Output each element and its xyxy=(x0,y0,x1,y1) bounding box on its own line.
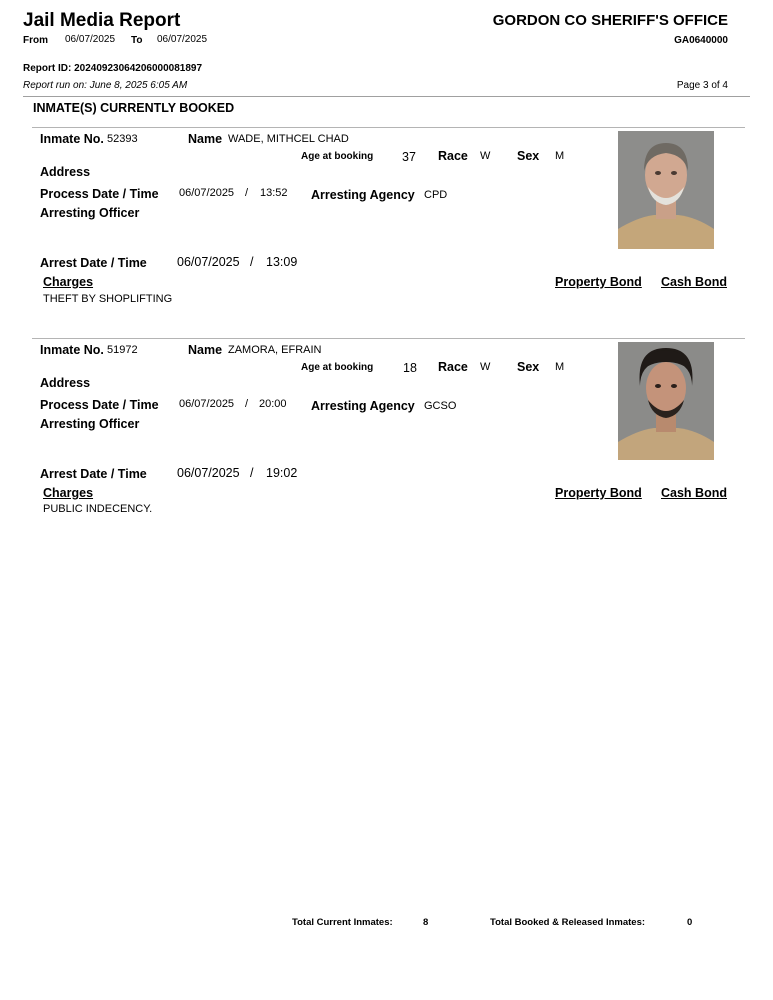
cash-bond-label: Cash Bond xyxy=(661,486,727,500)
inmate-name: ZAMORA, EFRAIN xyxy=(228,344,322,356)
process-time: 20:00 xyxy=(259,398,287,410)
charge-item: THEFT BY SHOPLIFTING xyxy=(43,293,173,305)
mugshot-photo xyxy=(618,342,714,460)
mugshot-photo xyxy=(618,131,714,249)
arresting-officer-label: Arresting Officer xyxy=(40,417,140,431)
total-released-label: Total Booked & Released Inmates: xyxy=(490,917,646,928)
age-label: Age at booking xyxy=(301,362,374,373)
process-date: 06/07/2025 xyxy=(179,187,235,199)
from-date: 06/07/2025 xyxy=(65,34,116,45)
age-value: 37 xyxy=(402,150,416,164)
arrest-date: 06/07/2025 xyxy=(177,466,240,480)
race-label: Race xyxy=(438,360,468,374)
report-title: Jail Media Report xyxy=(23,10,181,31)
section-divider xyxy=(32,127,745,128)
sex-value: M xyxy=(555,361,565,373)
arrest-time: 19:02 xyxy=(266,466,298,480)
property-bond-label: Property Bond xyxy=(555,275,642,289)
arresting-agency-label: Arresting Agency xyxy=(311,188,415,202)
race-value: W xyxy=(480,361,491,373)
race-value: W xyxy=(480,150,491,162)
arrest-slash: / xyxy=(250,255,254,269)
charges-label: Charges xyxy=(43,275,94,289)
arresting-officer-label: Arresting Officer xyxy=(40,206,140,220)
cash-bond-label: Cash Bond xyxy=(661,275,727,289)
sex-label: Sex xyxy=(517,149,540,163)
to-label: To xyxy=(131,35,143,46)
process-slash: / xyxy=(245,398,249,410)
arresting-agency-label: Arresting Agency xyxy=(311,399,415,413)
agency-code: GA0640000 xyxy=(674,35,728,46)
process-label: Process Date / Time xyxy=(40,187,159,201)
arresting-agency: CPD xyxy=(424,189,448,201)
total-current-label: Total Current Inmates: xyxy=(292,917,393,928)
inmate-name: WADE, MITHCEL CHAD xyxy=(228,133,349,145)
arrest-label: Arrest Date / Time xyxy=(40,256,147,270)
inmate-no: 52393 xyxy=(107,133,138,145)
process-time: 13:52 xyxy=(260,187,288,199)
to-date: 06/07/2025 xyxy=(157,34,208,45)
address-label: Address xyxy=(40,376,91,390)
property-bond-label: Property Bond xyxy=(555,486,642,500)
age-label: Age at booking xyxy=(301,151,374,162)
agency-name: GORDON CO SHERIFF'S OFFICE xyxy=(492,12,728,29)
inmate-no-label: Inmate No. xyxy=(40,343,104,357)
name-label: Name xyxy=(188,132,223,146)
process-slash: / xyxy=(245,187,249,199)
race-label: Race xyxy=(438,149,468,163)
record-divider xyxy=(32,338,745,339)
sex-value: M xyxy=(555,150,565,162)
arrest-label: Arrest Date / Time xyxy=(40,467,147,481)
charges-label: Charges xyxy=(43,486,94,500)
report-run-on: Report run on: June 8, 2025 6:05 AM xyxy=(23,80,188,91)
sex-label: Sex xyxy=(517,360,540,374)
address-label: Address xyxy=(40,165,91,179)
section-title: INMATE(S) CURRENTLY BOOKED xyxy=(33,101,235,115)
report-id: Report ID: 20240923064206000081897 xyxy=(23,63,203,74)
total-current-value: 8 xyxy=(423,917,429,928)
inmate-no: 51972 xyxy=(107,344,138,356)
arrest-slash: / xyxy=(250,466,254,480)
process-date: 06/07/2025 xyxy=(179,398,235,410)
from-label: From xyxy=(23,35,48,46)
charge-item: PUBLIC INDECENCY. xyxy=(43,503,153,515)
arrest-time: 13:09 xyxy=(266,255,298,269)
total-released-value: 0 xyxy=(687,917,693,928)
age-value: 18 xyxy=(403,361,417,375)
arresting-agency: GCSO xyxy=(424,400,457,412)
arrest-date: 06/07/2025 xyxy=(177,255,240,269)
inmate-no-label: Inmate No. xyxy=(40,132,104,146)
name-label: Name xyxy=(188,343,223,357)
process-label: Process Date / Time xyxy=(40,398,159,412)
page-number: Page 3 of 4 xyxy=(676,80,728,91)
header-divider xyxy=(23,96,750,97)
